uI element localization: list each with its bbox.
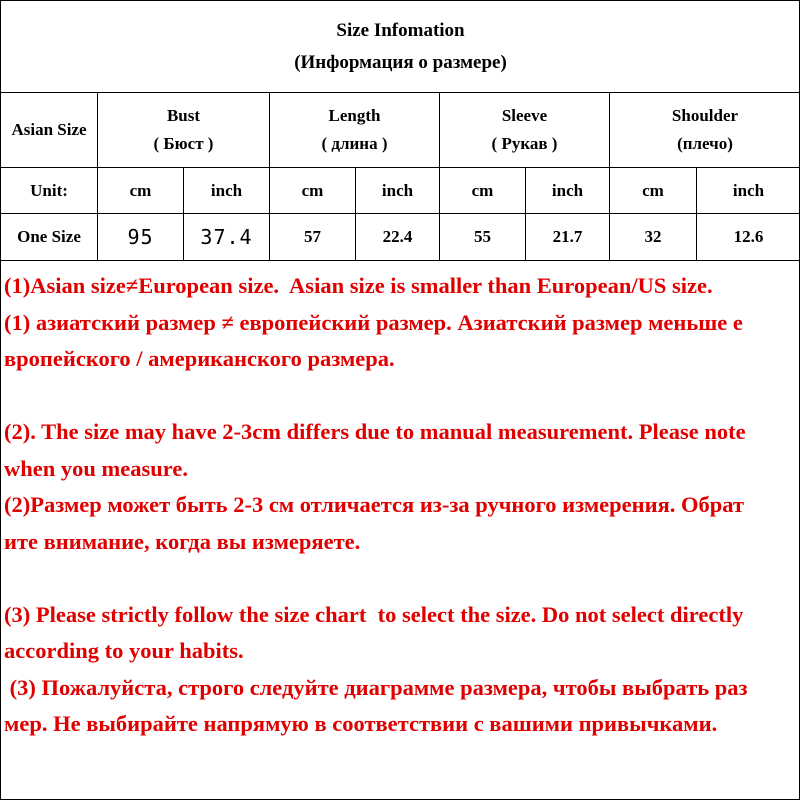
unit-shoulder-cm: cm (610, 168, 697, 214)
note-2-english-line-2: when you measure. (4, 455, 188, 481)
unit-label: Unit: (1, 168, 98, 214)
shoulder-inch-value: 12.6 (697, 214, 800, 261)
unit-bust-inch: inch (184, 168, 270, 214)
unit-sleeve-cm: cm (440, 168, 526, 214)
header-bust-en: Bust (166, 106, 201, 125)
note-3-english-line-1: (3) Please strictly follow the size chart to select the size. Do not select directly (4, 601, 744, 627)
note-3-russian-line-1: (3) Пожалуйста, строго следуйте диаграмме размера, чтобы выбрать раз (4, 674, 748, 700)
header-sleeve (440, 93, 610, 168)
note-2-russian-line-2: ите внимание, когда вы измеряете. (4, 528, 361, 554)
header-row (1, 93, 800, 168)
note-1-russian-line-1: (1) азиатский размер ≠ европейский размер. Азиатский размер меньше е (4, 309, 743, 335)
header-bust-ru: ( Бюст ) (153, 134, 214, 153)
header-shoulder (610, 93, 800, 168)
note-3-russian-line-2: мер. Не выбирайте напрямую в соответствии с вашими привычками. (4, 711, 718, 736)
title-english: Size Infomation (336, 19, 465, 41)
header-shoulder-en: Shoulder (671, 106, 739, 125)
table-title (1, 1, 800, 93)
unit-length-inch: inch (356, 168, 440, 214)
table-row (1, 214, 800, 261)
header-sleeve-ru: ( Рукав ) (491, 134, 558, 153)
sleeve-cm-value: 55 (440, 214, 526, 261)
unit-length-cm: cm (270, 168, 356, 214)
header-asian-size: Asian Size (1, 93, 98, 168)
header-length-en: Length (328, 106, 381, 125)
note-2-english-line-1: (2). The size may have 2-3cm differs due to manual measurement. Please note (4, 419, 746, 444)
length-cm-value: 57 (270, 214, 356, 261)
note-1-russian-line-2: вропейского / американского размера. (4, 346, 395, 371)
size-one-size: One Size (1, 214, 98, 261)
bust-cm-value: 95 (98, 214, 184, 261)
spacer (4, 560, 798, 597)
note-2-russian-line-1: (2)Размер может быть 2-3 см отличается из-за ручного измерения. Обрат (4, 492, 744, 517)
size-table (0, 0, 800, 261)
unit-shoulder-inch: inch (697, 168, 800, 214)
header-length-ru: ( длина ) (321, 134, 388, 153)
unit-sleeve-inch: inch (526, 168, 610, 214)
note-1-english: (1)Asian size≠European size. Asian size is smaller than European/US size. (4, 273, 713, 298)
sleeve-inch-value: 21.7 (526, 214, 610, 261)
bust-inch-value: 37.4 (184, 214, 270, 261)
length-inch-value: 22.4 (356, 214, 440, 261)
size-notes (4, 268, 798, 743)
title-russian: (Информация о размере) (294, 51, 507, 73)
header-sleeve-en: Sleeve (501, 106, 548, 125)
header-length (270, 93, 440, 168)
spacer (4, 378, 798, 415)
title-row (1, 1, 800, 93)
unit-bust-cm: cm (98, 168, 184, 214)
note-3-english-line-2: according to your habits. (4, 638, 244, 663)
header-shoulder-ru: (плечо) (677, 134, 733, 153)
header-bust (98, 93, 270, 168)
unit-row (1, 168, 800, 214)
shoulder-cm-value: 32 (610, 214, 697, 261)
